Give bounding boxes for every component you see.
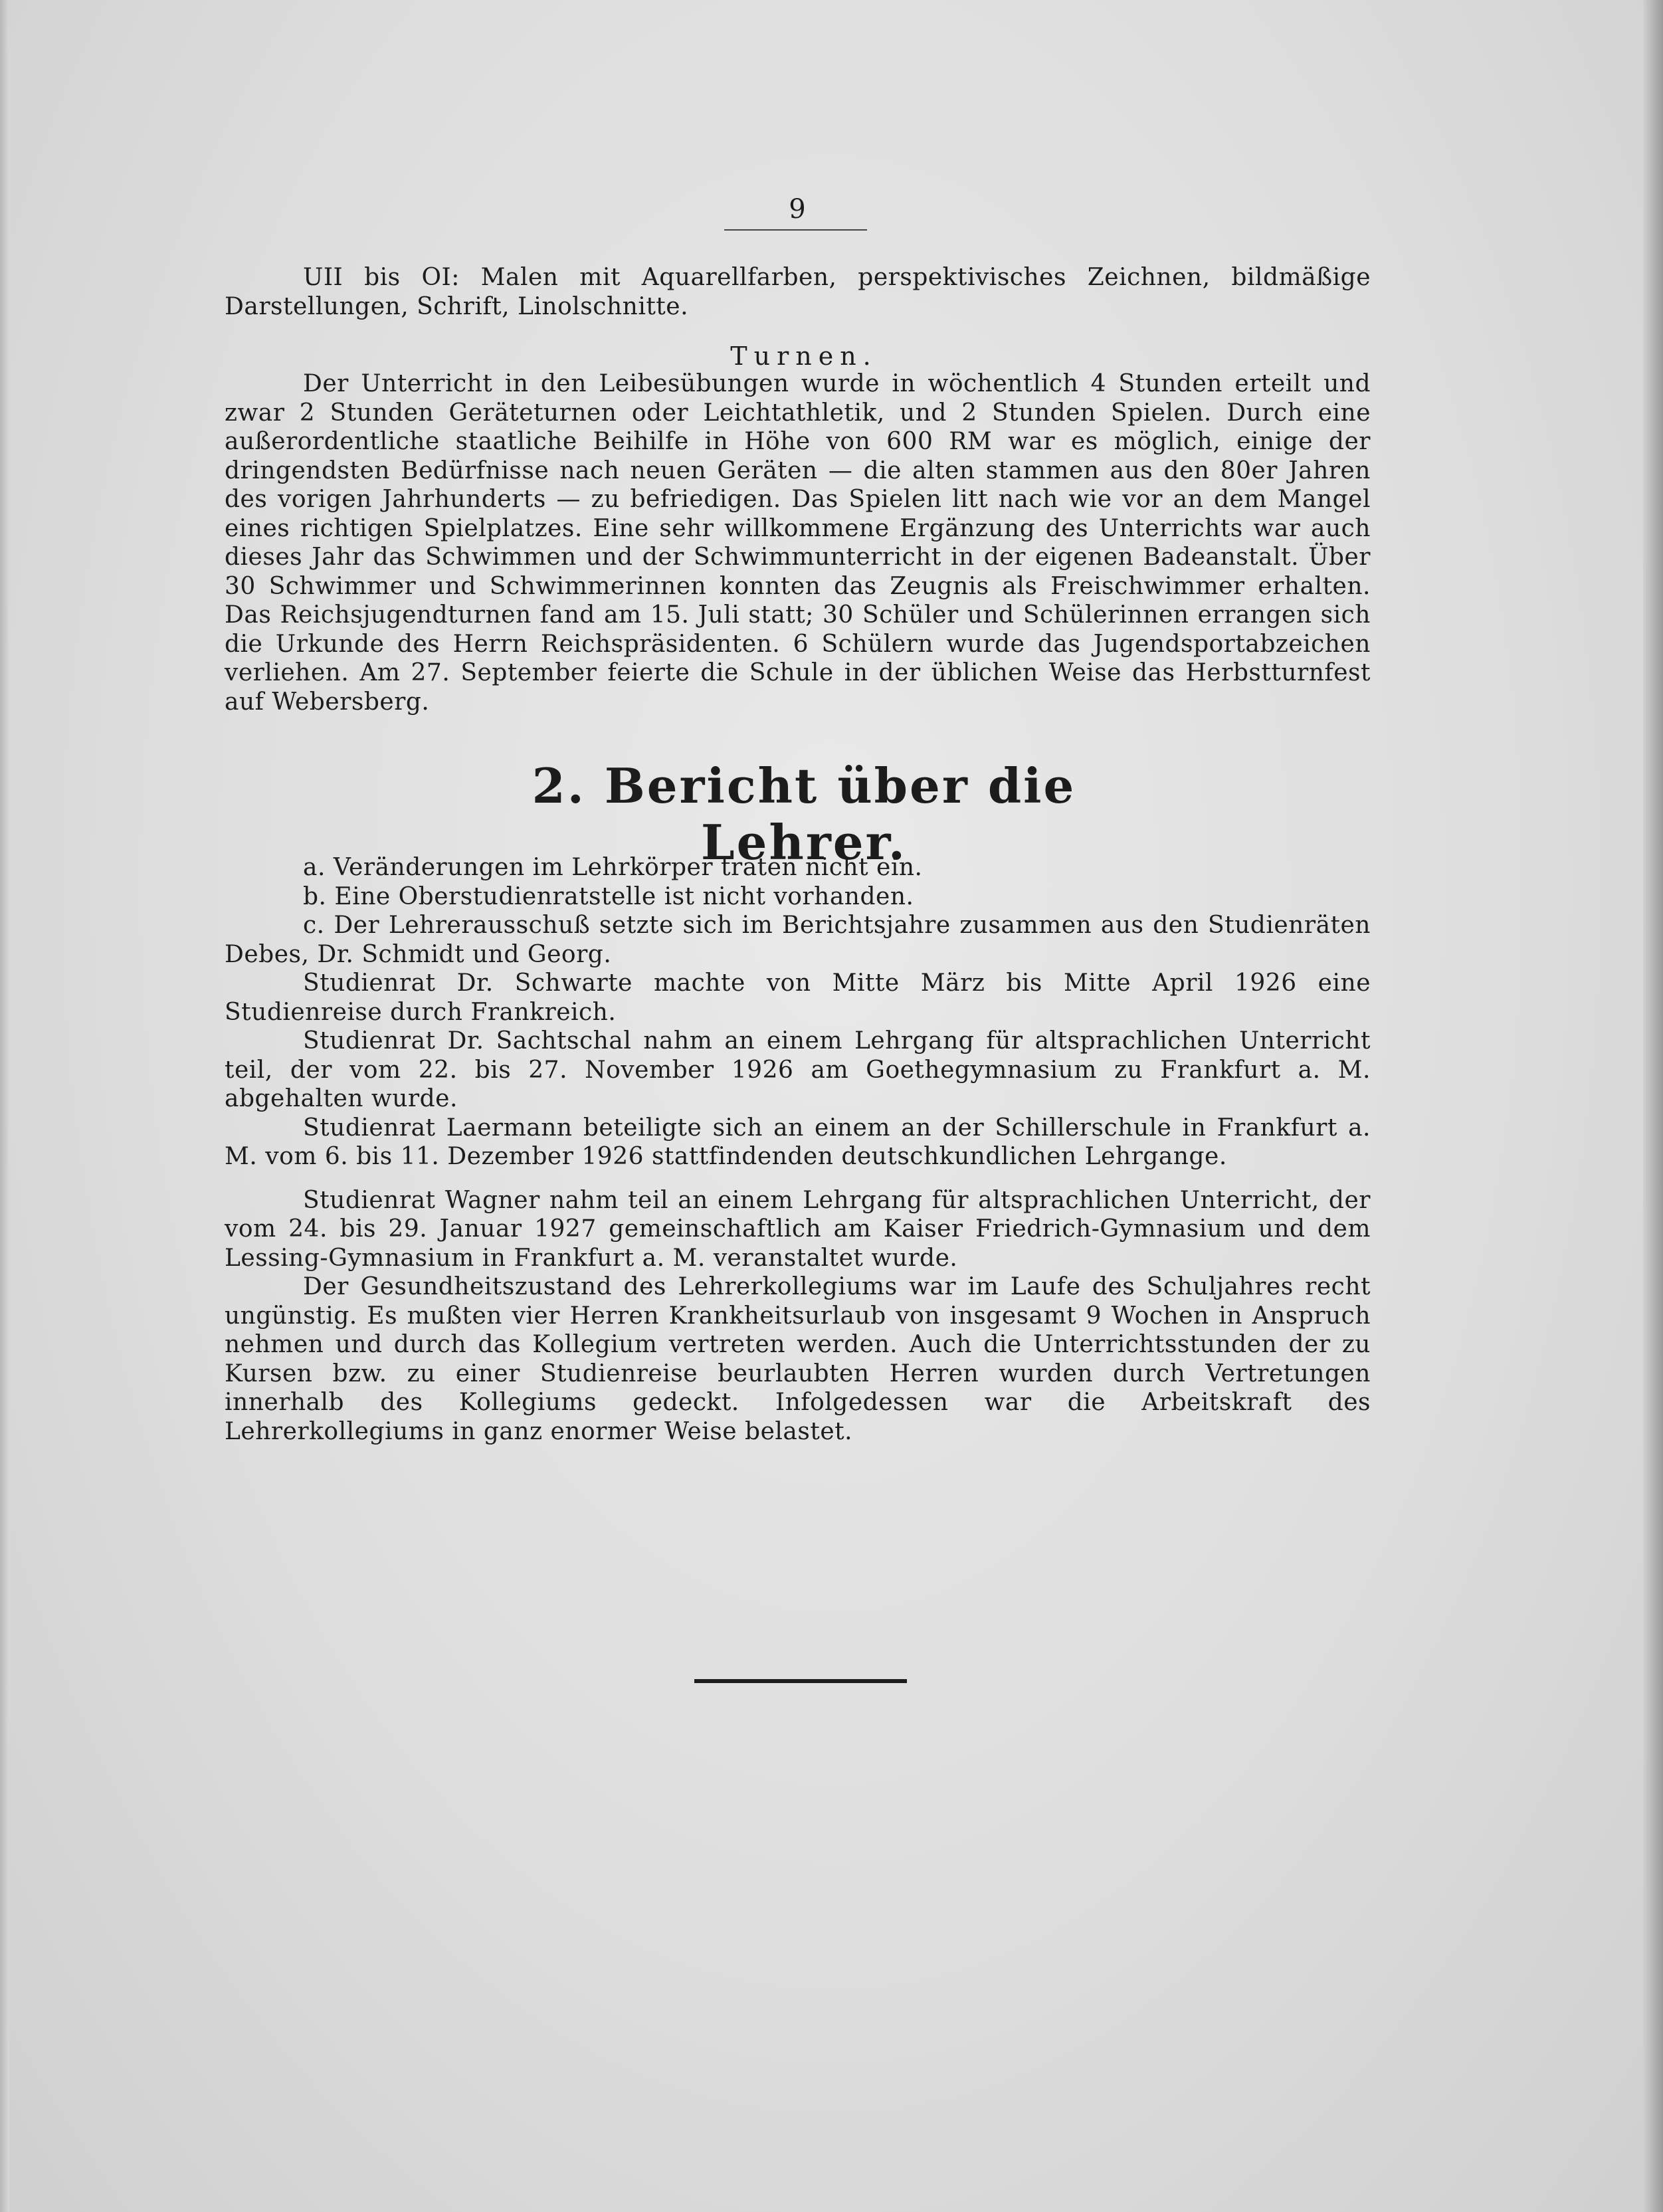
page-edge-left <box>0 0 9 2212</box>
lehrer-paragraph-sachtschal: Studienrat Dr. Sachtschal nahm an einem Lehrgang für altsprachlichen Unterricht teil, der vom 22. bis 27. November 1926 am Goethegymnasium zu Frankfurt a. M. abgehalten wurde. <box>225 1027 1371 1112</box>
turnen-paragraph: Der Unterricht in den Leibesübungen wurde in wöchentlich 4 Stunden erteilt und zwar 2 Stunden Geräteturnen oder Leichtathletik, und 2 Stunden Spielen. Durch eine außerordentliche staatliche Beihilfe in Höhe von 600 RM war es möglich, einige der dringendsten Bedürfnisse nach neuen Geräten — die alten stammen aus den 80er Jahren des vorigen Jahrhunderts — zu befriedigen. Das Spielen litt nach wie vor an dem Mangel eines richtigen Spielplatzes. Eine sehr willkommene Ergänzung des Unterrichts war auch dieses Jahr das Schwimmen und der Schwimmunterricht in der eigenen Badeanstalt. Über 30 Schwimmer und Schwimmerinnen konnten das Zeugnis als Freischwimmer erhalten. Das Reichsjugendturnen fand am 15. Juli statt; 30 Schüler und Schülerinnen errangen sich die Urkunde des Herrn Reichspräsidenten. 6 Schülern wurde das Jugendsportabzeichen verliehen. Am 27. September feierte die Schule in der üblichen Weise das Herbstturnfest auf Webersberg. <box>225 370 1371 716</box>
lehrer-section <box>225 853 1371 1446</box>
page-edge-right <box>1643 0 1663 2212</box>
lehrer-item-a: a. Veränderungen im Lehrkörper traten nicht ein. <box>303 854 923 881</box>
turnen-section <box>225 369 1371 716</box>
lehrer-paragraph-gesundheit: Der Gesundheitszustand des Lehrerkollegiums war im Laufe des Schuljahres recht ungünstig. Es mußten vier Herren Krankheitsurlaub von insgesamt 9 Wochen in Anspruch nehmen und durch das Kollegium vertreten werden. Auch die Unterrichtsstunden der zu Kursen bzw. zu einer Studienreise beurlaubten Herren wurden durch Vertretungen innerhalb des Kollegiums gedeckt. Infolgedessen war die Arbeitskraft des Lehrerkollegiums in ganz enormer Weise belastet. <box>225 1273 1371 1445</box>
page-number: 9 <box>789 194 806 225</box>
lehrer-paragraph-wagner: Studienrat Wagner nahm teil an einem Lehrgang für altsprachlichen Unterricht, der vom 24. bis 29. Januar 1927 gemeinschaftlich am Kaiser Friedrich-Gymnasium und dem Lessing-Gymnasium in Frankfurt a. M. veranstaltet wurde. <box>225 1186 1371 1272</box>
end-rule <box>694 1679 907 1683</box>
page-number-rule <box>724 229 867 231</box>
section-heading: 2. Bericht über die Lehrer. <box>532 757 1076 870</box>
art-paragraph: UII bis OI: Malen mit Aquarellfarben, perspektivisches Zeichnen, bildmäßige Darstellungen, Schrift, Linolschnitte. <box>225 264 1371 320</box>
art-section <box>225 263 1371 321</box>
lehrer-paragraph-laermann: Studienrat Laermann beteiligte sich an einem an der Schillerschule in Frankfurt a. M. vom 6. bis 11. Dezember 1926 stattfindenden deutschkundlichen Lehrgange. <box>225 1114 1371 1170</box>
lehrer-paragraph-schwarte: Studienrat Dr. Schwarte machte von Mitte März bis Mitte April 1926 eine Studienreise durch Frankreich. <box>225 969 1371 1026</box>
turnen-heading: Turnen. <box>730 342 878 371</box>
lehrer-item-b: b. Eine Oberstudienratstelle ist nicht vorhanden. <box>303 882 914 910</box>
lehrer-item-c: c. Der Lehrerausschuß setzte sich im Berichtsjahre zusammen aus den Studienräten Debes, Dr. Schmidt und Georg. <box>225 912 1371 968</box>
